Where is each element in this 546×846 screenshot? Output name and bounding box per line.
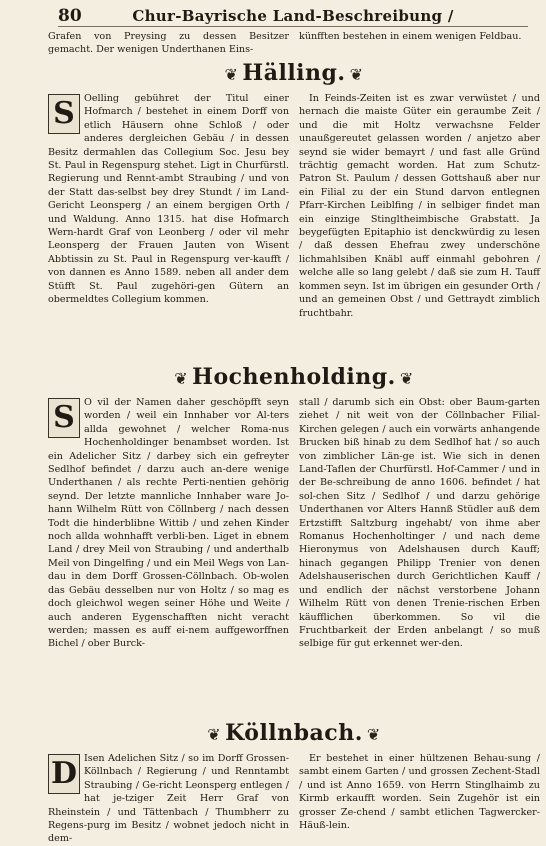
running-head-title: Chur-Bayrische Land-Beschreibung / (132, 7, 454, 25)
section-title-text: Köllnbach. (225, 720, 363, 746)
section-koellnbach-left-text: Isen Adelichen Sitz / so im Dorff Grossen-Köllnbach / Regierung / und Renntambt Straubing / Ge-richt Leonsperg entlegen / hat je-tziger Zeit Herr Graf von Rheinstein / und Tättenbach / Thumbherr zu Regens-purg im Besitz / wobnet jedoch nicht in dem- (48, 753, 289, 845)
section-title-koellnbach (48, 720, 540, 746)
section-koellnbach-right-column (299, 752, 540, 832)
page-number: 80 (58, 6, 82, 26)
section-title-hochenholding (48, 364, 540, 390)
flourish-ornament: ❦ (174, 368, 189, 388)
section-title-text: Hälling. (242, 60, 346, 86)
flourish-ornament: ❦ (366, 724, 381, 744)
section-koellnbach-right-text: Er bestehet in einer hültzenen Behau-sung / sambt einem Garten / und grossen Zechent-Stadl / und ist Anno 1659. von Herrn Stinglhaimb zu Kirmb erkaufft worden. Sein Zugehör ist ein grosser Ze-chend / sambt etlichen Tagwercker-Häuß-lein. (299, 753, 540, 832)
section-haelling-right-column (299, 92, 540, 360)
section-hochenholding-right-text: stall / darumb sich ein Obst: ober Baum-garten ziehet / nit weit von der Cöllnbacher Filial-Kirchen gelegen / auch ein vorwärts anhangende Brucken biß hinab zu dem Sedlhof hat / so auch von zimblicher Län-ge ist. Wie sich in denen Land-Taflen der Churfürstl. Hof-Cammer / und in der Be-schreibung de anno 1606. befindet / hat sol-chen Sitz / Sedlhof / und darzu gehörige Underthanen vor Alters Hannß Stüdler auß dem Ertzstifft Saltzburg ingehabt/ von ihme aber Romanus Hochenholtinger / und nach deme Hieronymus von Adelshausen durch Kauff; hinach gegangen Philipp Trenier von denen Adelshauserischen durch Gerichtlichen Kauff / und endlich der nächst verstorbene Johann Wilhelm Rütt von denen Trenie-rischen Erben käufflichen überkommen. So vil die Fruchtbarkeit der Erden anbelangt / so muß selbige für gut erkennet wer-den. (299, 397, 540, 650)
running-head (58, 6, 528, 27)
section-koellnbach-left-column (48, 752, 289, 845)
section-hochenholding-right-column (299, 396, 540, 714)
section-title-haelling (48, 60, 540, 86)
intro-columns (48, 30, 540, 57)
section-hochenholding-left-text: O vil der Namen daher geschöpfft seyn worden / weil ein Innhaber vor Al-ters allda gewohnet / welcher Roma-nus Hochenholdinger benambset worden. Ist ein Adelicher Sitz / darbey sich ein gefreyter Sedlhof befindet / darzu auch an-dere wenige Underthanen / als rechte Perti-nentien gehörig seynd. Der letzte mannliche Innhaber ware Jo-hann Wilhelm Rütt von Cöllnberg / nach dessen Todt die hinderblibne Wittib / und zehen Kinder noch allda wohnhafft verbli-ben. Liget in ebnem Land / drey Meil von Straubing / und anderthalb Meil von Dingelfing / und ein Meil Wegs von Lan-dau in dem Dorff Grossen-Cöllnbach. Ob-wolen das Gebäu desselben nur von Holtz / so mag es doch gleichwol wegen seiner Höhe und Weite / auch anderen Eygenschafften nicht veracht werden; massen es auff ei-nem auffgeworffnen Bichel / ober Burck- (48, 397, 289, 650)
drop-cap: D (48, 754, 80, 794)
flourish-ornament: ❦ (399, 368, 414, 388)
intro-left-text: Grafen von Preysing zu dessen Besitzer gemacht. Der wenigen Underthanen Eins- (48, 31, 289, 56)
intro-left-column (48, 30, 289, 57)
flourish-ornament: ❦ (207, 724, 222, 744)
section-haelling-columns (48, 92, 540, 360)
section-hochenholding-left-column (48, 396, 289, 714)
intro-right-text: künfften bestehen in einem wenigen Feldbau. (299, 31, 522, 42)
section-koellnbach-columns (48, 752, 540, 845)
section-hochenholding-columns (48, 396, 540, 714)
flourish-ornament: ❦ (224, 64, 239, 84)
section-haelling-left-column (48, 92, 289, 360)
intro-right-column (299, 30, 540, 57)
drop-cap: S (48, 398, 80, 438)
section-haelling-left-text: Oelling gebühret der Titul einer Hofmarch / bestehet in einem Dorff von etlich Häusern ohne Schloß / oder anderes dergleichen Gebäu / in dessen Besitz dermahlen das Collegium Soc. Jesu bey St. Paul in Regenspurg stehet. Ligt in Churfürstl. Regierung und Rennt-ambt Straubing / und von der Statt das-selbst bey drey Stundt / im Land-Gericht Leonsperg / an einem bergigen Orth / und Waldung. Anno 1315. hat dise Hofmarch Wern-hardt Graf von Leonberg / oder vil mehr Leonsperg der Frauen Jauten von Wisent Abbtissin zu St. Paul in Regenspurg ver-kaufft / von dannen es Anno 1589. neben all ander dem Stüfft St. Paul zugehöri-gen Gütern an obermeldtes Collegium kommen. (48, 93, 289, 306)
section-title-text: Hochenholding. (192, 364, 396, 390)
drop-cap: S (48, 94, 80, 134)
section-haelling-right-text: In Feinds-Zeiten ist es zwar verwüstet / und hernach die maiste Güter ein geraumbe Zeit / und die mit Holtz verwachsne Felder unaußgereutet gelassen worden / anjetzo aber seynd sie wider bemayrt / und fast alle Gründ trächtig gemacht worden. Hat zum Schutz-Patron St. Paulum / dessen Gottshauß aber nur ein Filial zu der ein Stund darvon entlegnen Pfarr-Kirchen Leiblfing / in selbiger findet man ein einzige Stingltheimbische Grabstatt. Ja beygefügten Epitaphio ist denckwürdig zu lesen / daß dessen Ehefrau zwey underschöne lichmahlsiben Knäbl auff einmahl gebohren / welche alle so lang gelebt / daß sie zum H. Tauff kommen seyn. Ist im übrigen ein gesunder Orth / und an gemeinen Obst / und Gettraydt zimblich fruchtbahr. (299, 93, 540, 319)
flourish-ornament: ❦ (349, 64, 364, 84)
